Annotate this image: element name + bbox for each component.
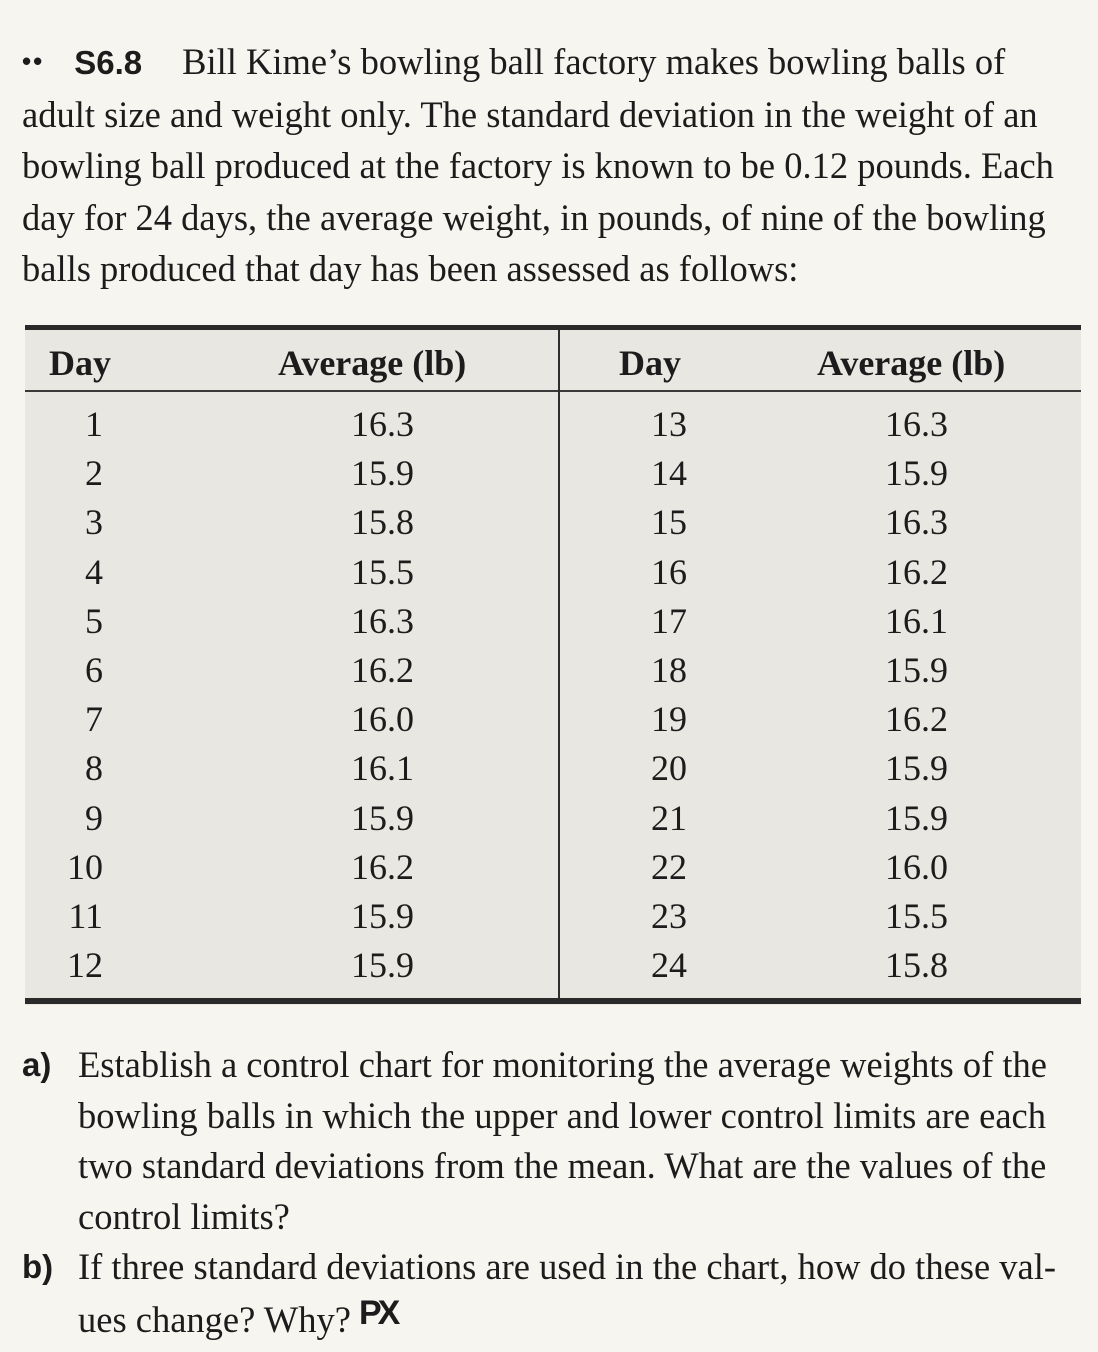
table-row xyxy=(25,646,1081,695)
problem-line-1 xyxy=(22,36,1092,89)
question-text-line: bowling balls in which the upper and lower control limits are each xyxy=(78,1094,1046,1136)
table-header-rule xyxy=(25,390,1081,392)
question-label: b) xyxy=(22,1248,54,1285)
cell-day: 13 xyxy=(651,404,687,444)
difficulty-dots: •• xyxy=(22,46,45,76)
question-text-line xyxy=(78,1293,1092,1346)
cell-average: 16.2 xyxy=(885,699,948,740)
table-row xyxy=(25,597,1081,646)
cell-average: 16.1 xyxy=(351,748,414,789)
table-row xyxy=(25,548,1081,597)
cell-day: 17 xyxy=(651,600,687,641)
cell-day: 1 xyxy=(85,404,103,444)
cell-day: 23 xyxy=(651,895,687,936)
table-row xyxy=(25,449,1081,498)
cell-average: 16.3 xyxy=(885,502,948,543)
question-text-line: If three standard deviations are used in the chart, how do these val- xyxy=(78,1246,1057,1287)
cell-average: 15.5 xyxy=(885,895,948,936)
problem-text-line: day for 24 days, the average weight, in pounds, of nine of the bowling xyxy=(22,196,1046,238)
table-top-rule xyxy=(25,325,1081,330)
table-row xyxy=(25,794,1081,843)
problem-text-line: balls produced that day has been assessed as follows: xyxy=(22,248,799,289)
cell-average: 15.8 xyxy=(351,502,414,543)
data-table xyxy=(25,325,1081,1005)
table-row xyxy=(25,843,1081,892)
questions xyxy=(22,1040,1092,1345)
cell-day: 24 xyxy=(651,945,687,986)
question-text-line: Establish a control chart for monitoring the average weights of the xyxy=(78,1044,1047,1085)
problem-number: S6.8 xyxy=(74,44,143,81)
cell-day: 7 xyxy=(85,699,103,740)
header-average-left: Average (lb) xyxy=(278,343,467,383)
table-body xyxy=(25,400,1081,990)
cell-average: 16.2 xyxy=(351,846,414,887)
header-day-right: Day xyxy=(619,343,681,383)
table-row xyxy=(25,400,1081,449)
header-day-left: Day xyxy=(49,343,111,383)
cell-average: 15.9 xyxy=(351,453,414,494)
question-text-line: two standard deviations from the mean. What are the values of the xyxy=(78,1145,1047,1186)
cell-average: 16.0 xyxy=(351,699,414,740)
cell-average: 15.9 xyxy=(885,748,948,789)
cell-day: 4 xyxy=(85,551,103,592)
problem-statement xyxy=(22,36,1092,295)
cell-day: 3 xyxy=(85,502,103,543)
question-a xyxy=(22,1040,1092,1242)
cell-day: 8 xyxy=(85,748,103,789)
cell-average: 15.9 xyxy=(885,649,948,690)
cell-average: 15.9 xyxy=(351,945,414,986)
table-row xyxy=(25,498,1081,547)
cell-day: 2 xyxy=(85,453,103,494)
cell-day: 19 xyxy=(651,699,687,740)
question-text: ues change? Why? xyxy=(78,1298,351,1340)
cell-average: 15.5 xyxy=(351,551,414,592)
table-row xyxy=(25,941,1081,990)
table-row xyxy=(25,744,1081,793)
cell-day: 9 xyxy=(85,797,103,838)
cell-day: 10 xyxy=(67,846,103,887)
cell-average: 15.9 xyxy=(885,797,948,838)
cell-average: 16.1 xyxy=(885,600,948,641)
cell-average: 15.9 xyxy=(885,453,948,494)
cell-average: 15.9 xyxy=(351,797,414,838)
cell-day: 20 xyxy=(651,748,687,789)
cell-day: 18 xyxy=(651,649,687,690)
problem-text-line: Bill Kime’s bowling ball factory makes bowling balls of xyxy=(182,41,1006,82)
cell-day: 14 xyxy=(651,453,687,494)
px-icon xyxy=(359,1293,419,1344)
cell-average: 16.0 xyxy=(885,846,948,887)
cell-day: 21 xyxy=(651,797,687,838)
question-label: a) xyxy=(22,1046,52,1083)
cell-day: 22 xyxy=(651,846,687,887)
cell-day: 15 xyxy=(651,502,687,543)
header-average-right: Average (lb) xyxy=(817,343,1006,383)
cell-day: 12 xyxy=(67,945,103,986)
cell-average: 15.8 xyxy=(885,945,948,986)
problem-text-line: bowling ball produced at the factory is known to be 0.12 pounds. Each xyxy=(22,145,1054,186)
cell-average: 16.3 xyxy=(351,404,414,444)
cell-average: 16.2 xyxy=(351,649,414,690)
table-row xyxy=(25,892,1081,941)
cell-average: 16.3 xyxy=(351,600,414,641)
table-bottom-rule xyxy=(25,998,1081,1004)
cell-average: 15.9 xyxy=(351,895,414,936)
cell-average: 16.2 xyxy=(885,551,948,592)
cell-day: 11 xyxy=(68,895,103,936)
cell-day: 16 xyxy=(651,551,687,592)
question-b xyxy=(22,1242,1092,1345)
question-text-line: control limits? xyxy=(78,1195,290,1237)
problem-text-line: adult size and weight only. The standard deviation in the weight of an xyxy=(22,93,1038,135)
cell-average: 16.3 xyxy=(885,404,948,444)
table-row xyxy=(25,695,1081,744)
cell-day: 6 xyxy=(85,649,103,690)
cell-day: 5 xyxy=(85,600,103,641)
svg-text:PX: PX xyxy=(358,1295,397,1330)
